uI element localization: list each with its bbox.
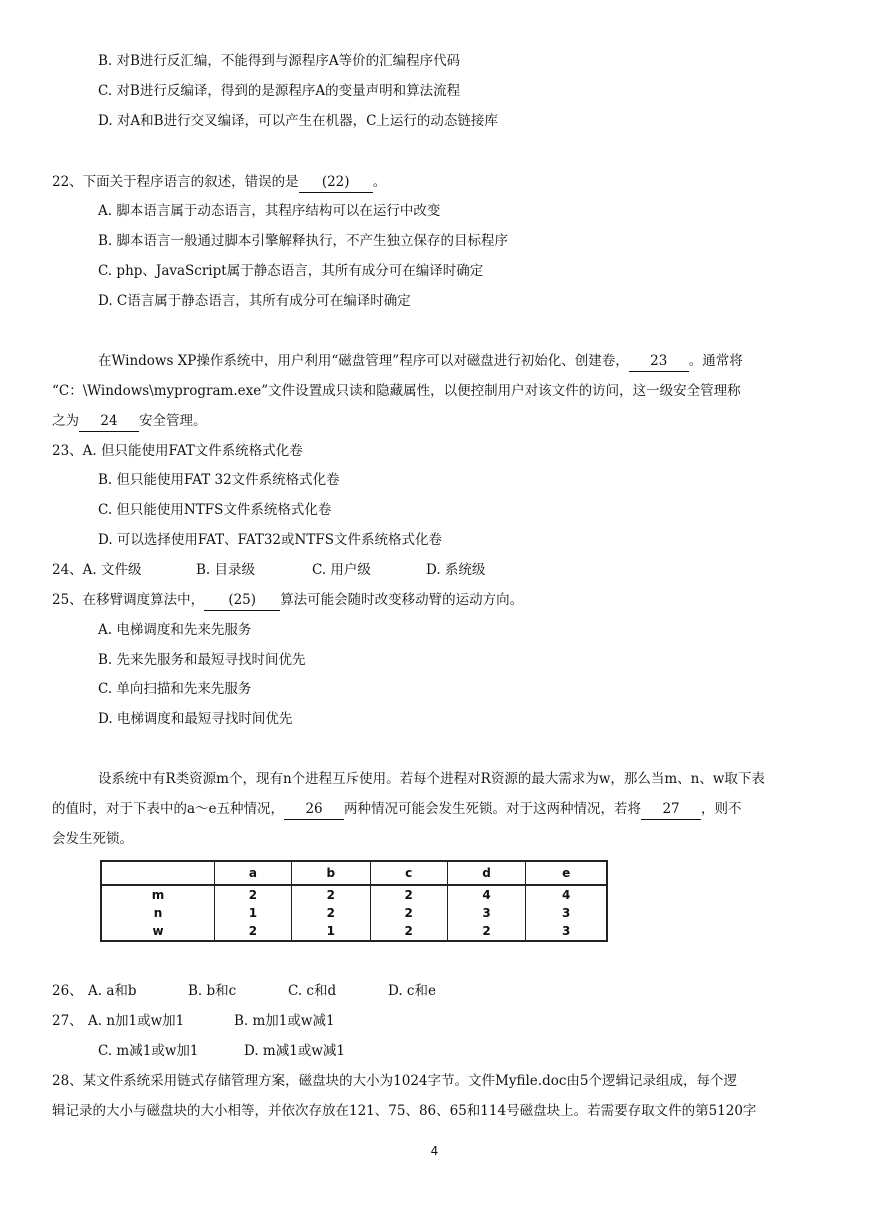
table-header-cell: d: [447, 861, 526, 885]
q22-stem: [52, 172, 386, 193]
q21-option-b: B. 对B进行反汇编，不能得到与源程序A等价的汇编程序代码: [98, 53, 461, 69]
q27-line1: [52, 1011, 335, 1031]
q26-option-a: A. a和b: [88, 983, 137, 999]
q23-option-b: B. 但只能使用FAT 32文件系统格式化卷: [98, 472, 340, 488]
q24-option-d: D. 系统级: [426, 562, 486, 578]
table-header-row: [101, 861, 607, 885]
table-cell: n: [153, 906, 163, 920]
p23-line3: [52, 411, 207, 432]
q22-option-d: D. C语言属于静态语言，其所有成分可在编译时确定: [98, 293, 411, 309]
q22-option-c: C. php、JavaScript属于静态语言，其所有成分可在编译时确定: [98, 263, 484, 279]
p26-line2-end: ，则不: [701, 801, 742, 817]
table-cell: 1: [291, 922, 370, 941]
table-row: [101, 922, 607, 941]
table-cell: 2: [291, 904, 370, 922]
q26-option-d: D. c和e: [388, 983, 436, 999]
q21-option-c: C. 对B进行反编译，得到的是源程序A的变量声明和算法流程: [98, 83, 461, 99]
q26-options: [52, 981, 436, 1001]
q22-option-b: B. 脚本语言一般通过脚本引擎解释执行，不产生独立保存的目标程序: [98, 233, 509, 249]
q25-stem-end: 算法可能会随时改变移动臂的运动方向。: [280, 592, 524, 608]
table-header-cell: b: [291, 861, 370, 885]
table-header-cell: c: [370, 861, 447, 885]
resource-table: [100, 860, 608, 942]
p26-line2: [52, 799, 742, 820]
q26-number: 26、: [52, 983, 83, 999]
q23-option-d: D. 可以选择使用FAT、FAT32或NTFS文件系统格式化卷: [98, 532, 442, 548]
q27-option-b: B. m加1或w减1: [234, 1013, 335, 1029]
q25-option-c: C. 单向扫描和先来先服务: [98, 681, 252, 697]
page-number: 4: [430, 1144, 439, 1158]
table-cell: 2: [291, 885, 370, 904]
table-cell: 3: [447, 904, 526, 922]
q24-options: [52, 560, 485, 580]
blank-23: 23: [629, 351, 689, 372]
table-cell: w: [152, 924, 164, 938]
q22-blank: (22): [299, 172, 373, 193]
p26-line2-text: 的值时，对于下表中的a～e五种情况，: [52, 801, 285, 817]
q28-line2: 辑记录的大小与磁盘块的大小相等，并依次存放在121、75、86、65和114号磁盘块上。若需要存取文件的第5120字: [52, 1103, 757, 1119]
table-cell: 3: [526, 904, 607, 922]
table-cell: 2: [370, 904, 447, 922]
p23-line1-text: 在Windows XP操作系统中，用户利用“磁盘管理”程序可以对磁盘进行初始化、创建卷，: [98, 353, 629, 369]
q25-stem-text: 25、在移臂调度算法中，: [52, 592, 205, 608]
p23-line3-text: 之为: [52, 413, 79, 429]
blank-26: 26: [284, 799, 344, 820]
q23-option-a: 23、A. 但只能使用FAT文件系统格式化卷: [52, 443, 303, 459]
q22-stem-end: 。: [372, 174, 387, 190]
q26-option-c: C. c和d: [288, 983, 337, 999]
table-cell: 2: [215, 922, 292, 941]
q27-option-d: D. m减1或w减1: [244, 1043, 345, 1059]
q25-stem: [52, 590, 523, 611]
q22-option-a: A. 脚本语言属于动态语言，其程序结构可以在运行中改变: [98, 203, 441, 219]
table-cell: 3: [526, 922, 607, 941]
p26-line3: 会发生死锁。: [52, 831, 133, 847]
table-cell: 2: [370, 922, 447, 941]
q23-option-c: C. 但只能使用NTFS文件系统格式化卷: [98, 502, 332, 518]
q22-stem-text: 22、下面关于程序语言的叙述，错误的是: [52, 174, 299, 190]
q21-option-d: D. 对A和B进行交叉编译，可以产生在机器，C上运行的动态链接库: [98, 113, 498, 129]
p26-line2-mid: 两种情况可能会发生死锁。对于这两种情况，若将: [344, 801, 642, 817]
p23-line3-end: 安全管理。: [139, 413, 207, 429]
q24-option-a: 24、A. 文件级: [52, 562, 142, 578]
q28-line1: 28、某文件系统采用链式存储管理方案，磁盘块的大小为1024字节。文件Myfile.doc由5个逻辑记录组成，每个逻: [52, 1073, 738, 1089]
q26-option-b: B. b和c: [188, 983, 237, 999]
table-cell: 1: [215, 904, 292, 922]
table-cell: 4: [447, 885, 526, 904]
table-row: [101, 904, 607, 922]
q24-option-b: B. 目录级: [196, 562, 256, 578]
table-cell: m: [151, 888, 165, 902]
q25-option-b: B. 先来先服务和最短寻找时间优先: [98, 652, 306, 668]
table-cell: 2: [447, 922, 526, 941]
q24-option-c: C. 用户级: [312, 562, 371, 578]
table-row: [101, 885, 607, 904]
table-cell: 4: [526, 885, 607, 904]
q27-line2: [98, 1041, 345, 1061]
q25-blank: (25): [204, 590, 280, 611]
p26-line1: 设系统中有R类资源m个，现有n个进程互斥使用。若每个进程对R资源的最大需求为w，那么当m、n、w取下表: [98, 771, 765, 787]
q27-option-c: C. m减1或w加1: [98, 1043, 199, 1059]
p23-line1: [98, 351, 743, 372]
p23-line2: “C：\Windows\myprogram.exe”文件设置成只读和隐藏属性，以便控制用户对该文件的访问，这一级安全管理称: [52, 383, 741, 399]
table-cell: 2: [370, 885, 447, 904]
q27-option-a: A. n加1或w加1: [88, 1013, 185, 1029]
table-header-cell: [101, 861, 215, 885]
table-header-cell: a: [215, 861, 292, 885]
q25-option-d: D. 电梯调度和最短寻找时间优先: [98, 711, 293, 727]
p23-line1-end: 。通常将: [688, 353, 743, 369]
table-cell: 2: [215, 885, 292, 904]
table-header-cell: e: [526, 861, 607, 885]
q25-option-a: A. 电梯调度和先来先服务: [98, 622, 252, 638]
blank-27: 27: [641, 799, 701, 820]
blank-24: 24: [79, 411, 139, 432]
q27-number: 27、: [52, 1013, 83, 1029]
